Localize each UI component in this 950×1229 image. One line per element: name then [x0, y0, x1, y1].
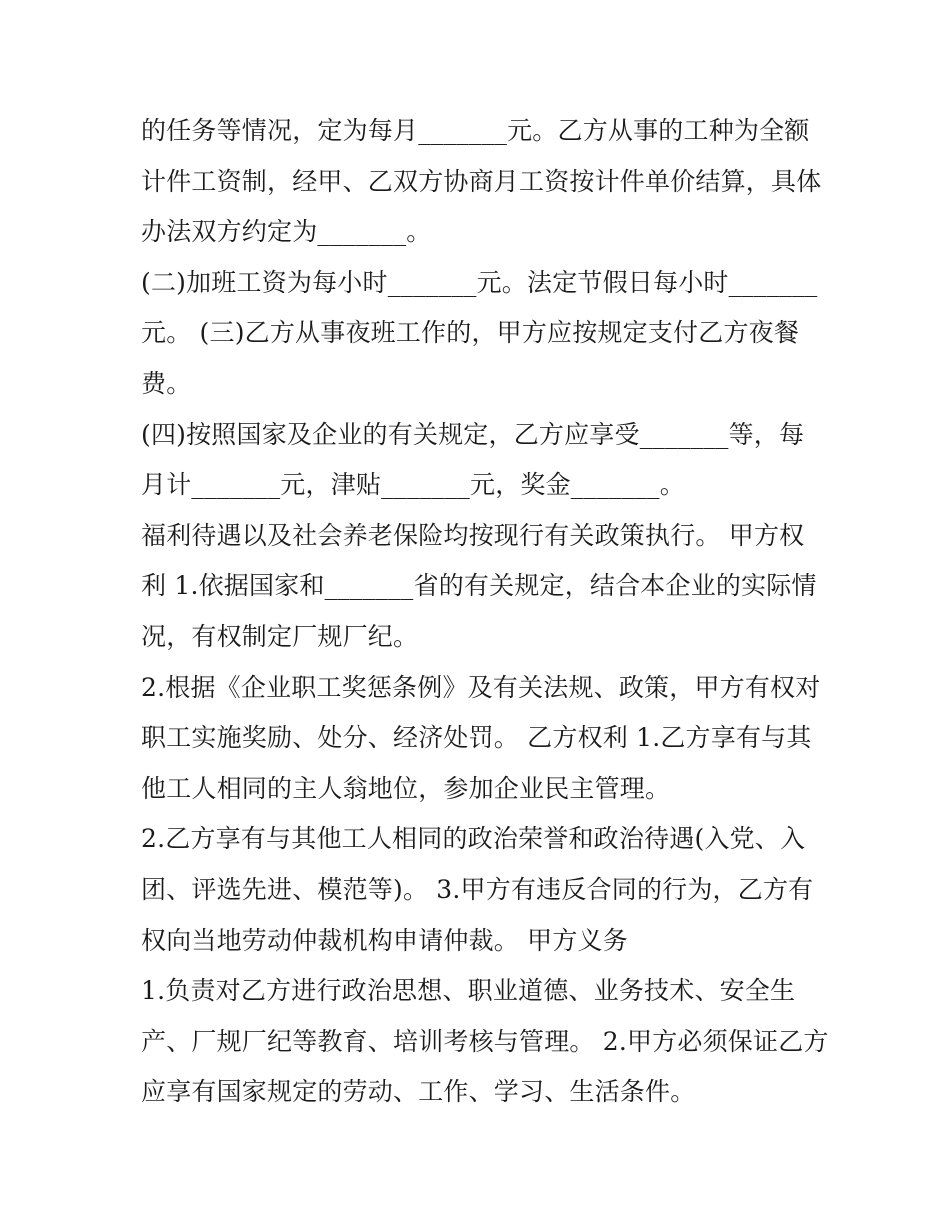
text-line: 职工实施奖励、处分、经济处罚。 乙方权利 1.乙方享有与其	[141, 723, 812, 753]
text-line: 产、厂规厂纪等教育、培训考核与管理。 2.甲方必须保证乙方	[141, 1026, 829, 1056]
text-line: (二)加班工资为每小时_______元。法定节假日每小时_______	[141, 267, 818, 297]
text-line: 况，有权制定厂规厂纪。	[141, 621, 419, 651]
text-line: 费。	[141, 368, 192, 398]
text-line: 利 1.依据国家和_______省的有关规定，结合本企业的实际情	[141, 571, 817, 601]
document-body	[141, 106, 829, 1118]
text-line: 办法双方约定为_______。	[141, 217, 432, 247]
text-line: 计件工资制，经甲、乙双方协商月工资按计件单价结算，具体	[141, 166, 822, 196]
text-line: 福利待遇以及社会养老保险均按现行有关政策执行。 甲方权	[141, 520, 805, 550]
text-line: 2.乙方享有与其他工人相同的政治荣誉和政治待遇(入党、入	[141, 824, 806, 854]
text-line: 元。 (三)乙方从事夜班工作的，甲方应按规定支付乙方夜餐	[141, 318, 800, 348]
text-line: 1.负责对乙方进行政治思想、职业道德、业务技术、安全生	[141, 976, 796, 1006]
text-line: 月计_______元，津贴_______元，奖金_______。	[141, 470, 685, 500]
text-line: 应享有国家规定的劳动、工作、学习、生活条件。	[141, 1077, 696, 1107]
text-line: 他工人相同的主人翁地位，参加企业民主管理。	[141, 773, 671, 803]
text-line: 权向当地劳动仲裁机构申请仲裁。 甲方义务	[141, 925, 628, 955]
text-line: 团、评选先进、模范等)。 3.甲方有违反合同的行为，乙方有	[141, 874, 814, 904]
text-line: (四)按照国家及企业的有关规定，乙方应享受_______等，每	[141, 419, 805, 449]
text-line: 2.根据《企业职工奖惩条例》及有关法规、政策，甲方有权对	[141, 672, 821, 702]
text-line: 的任务等情况，定为每月_______元。乙方从事的工种为全额	[141, 116, 810, 145]
